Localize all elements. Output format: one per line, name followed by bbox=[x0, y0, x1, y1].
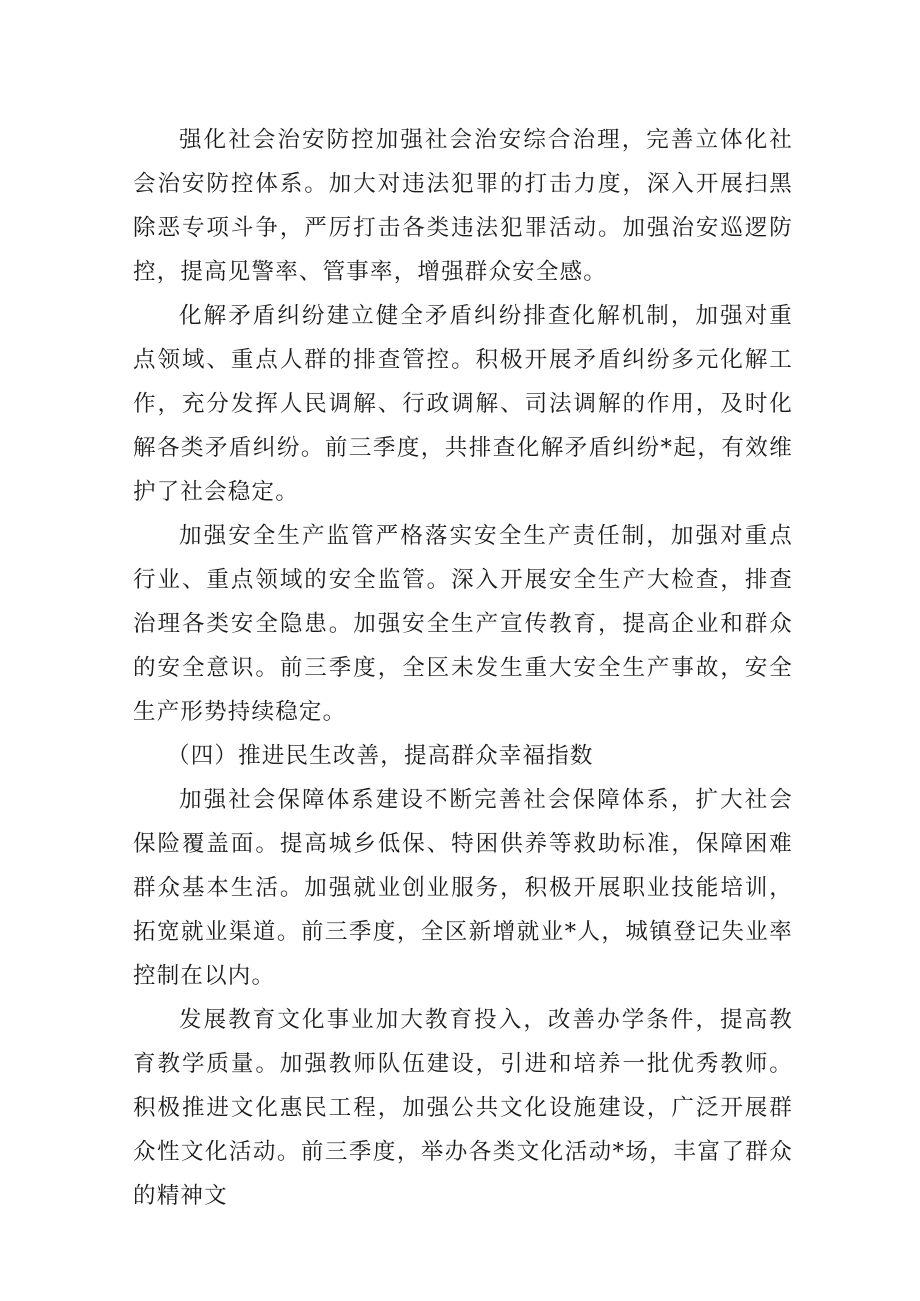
paragraph-public-security: 强化社会治安防控加强社会治安综合治理，完善立体化社会治安防控体系。加大对违法犯罪的打击力度，深入开展扫黑除恶专项斗争，严厉打击各类违法犯罪活动。加强治安巡逻防控，提高见警率、管事率，增强群众安全感。 bbox=[133, 127, 793, 285]
document-page bbox=[133, 118, 793, 1218]
paragraph-dispute-resolution: 化解矛盾纠纷建立健全矛盾纠纷排查化解机制，加强对重点领域、重点人群的排查管控。积极开展矛盾纠纷多元化解工作，充分发挥人民调解、行政调解、司法调解的作用，及时化解各类矛盾纠纷。前三季度，共排查化解矛盾纠纷*起，有效维护了社会稳定。 bbox=[133, 303, 793, 505]
paragraph-safety-supervision: 加强安全生产监管严格落实安全生产责任制，加强对重点行业、重点领域的安全监管。深入开展安全生产大检查，排查治理各类安全隐患。加强安全生产宣传教育，提高企业和群众的安全意识。前三季度，全区未发生重大安全生产事故，安全生产形势持续稳定。 bbox=[133, 523, 793, 725]
paragraph-social-security: 加强社会保障体系建设不断完善社会保障体系，扩大社会保险覆盖面。提高城乡低保、特困供养等救助标准，保障困难群众基本生活。加强就业创业服务，积极开展职业技能培训，拓宽就业渠道。前三季度，全区新增就业*人，城镇登记失业率控制在以内。 bbox=[133, 787, 793, 989]
paragraph-education-culture: 发展教育文化事业加大教育投入，改善办学条件，提高教育教学质量。加强教师队伍建设，引进和培养一批优秀教师。积极推进文化惠民工程，加强公共文化设施建设，广泛开展群众性文化活动。前三季度，举办各类文化活动*场，丰富了群众的精神文 bbox=[133, 1007, 793, 1209]
section-heading: （四）推进民生改善，提高群众幸福指数 bbox=[167, 743, 594, 769]
